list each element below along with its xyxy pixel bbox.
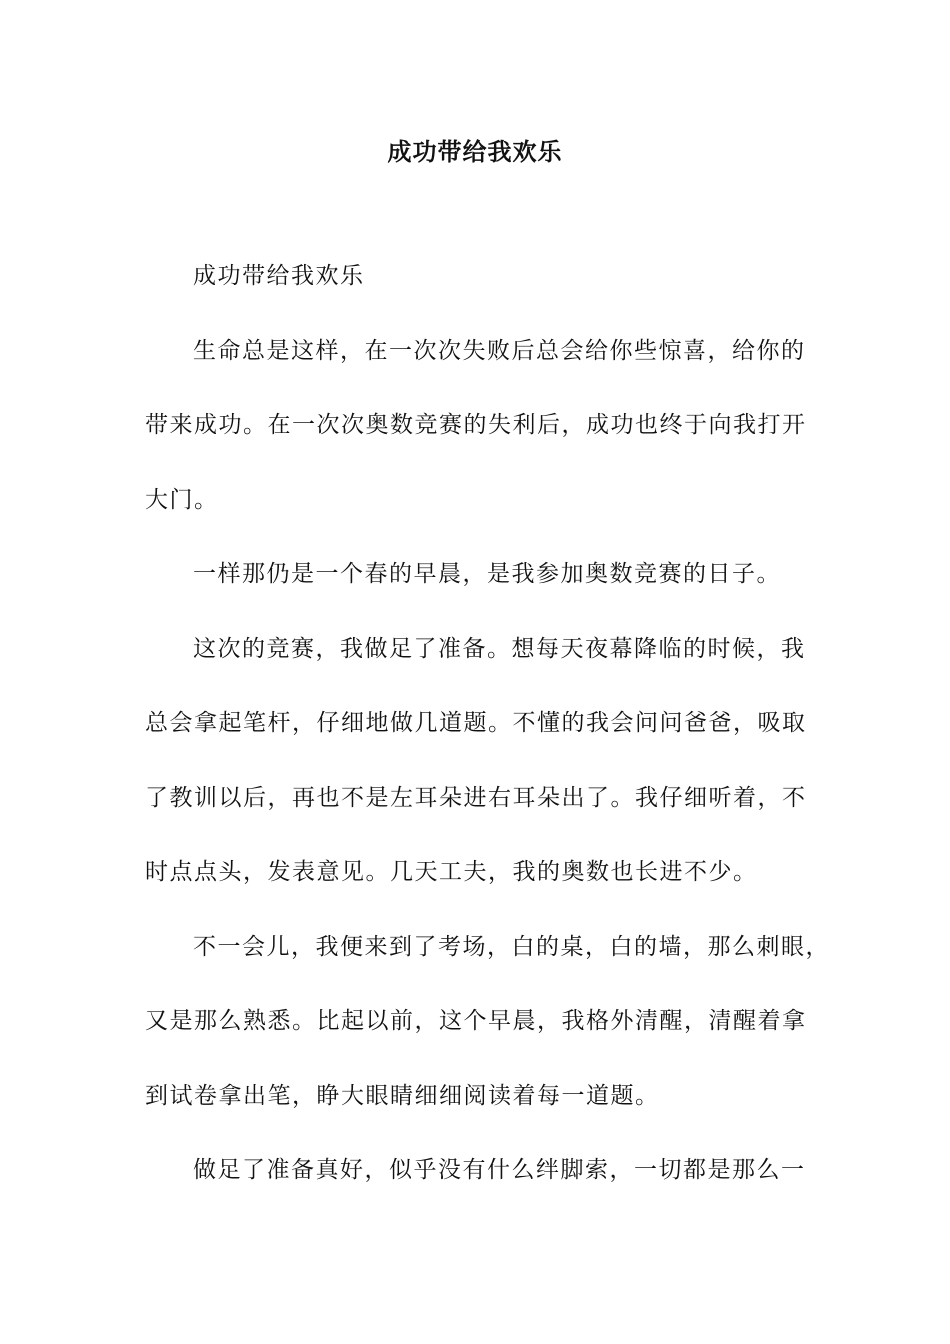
text-line: 带来成功。在一次次奥数竞赛的失利后，成功也终于向我打开 bbox=[145, 412, 807, 438]
text-line: 到试卷拿出笔，睁大眼睛细细阅读着每一道题。 bbox=[145, 1082, 660, 1109]
text-line: 又是那么熟悉。比起以前，这个早晨，我格外清醒，清醒着拿 bbox=[145, 1008, 807, 1034]
text-line: 这次的竞赛，我做足了准备。想每天夜幕降临的时候，我 bbox=[193, 635, 806, 662]
text-line: 了教训以后，再也不是左耳朵进右耳朵出了。我仔细听着，不 bbox=[145, 784, 807, 811]
text-line: 大门。 bbox=[145, 486, 219, 513]
text-line: 生命总是这样，在一次次失败后总会给你些惊喜，给你的 bbox=[193, 337, 806, 364]
text-line: 不一会儿，我便来到了考场，白的桌，白的墙，那么刺眼， bbox=[193, 933, 830, 960]
document-title: 成功带给我欢乐 bbox=[387, 137, 563, 166]
document-body bbox=[145, 254, 830, 1223]
text-line: 总会拿起笔杆，仔细地做几道题。不懂的我会问问爸爸，吸取 bbox=[145, 710, 807, 736]
text-line: 成功带给我欢乐 bbox=[193, 263, 365, 289]
text-line: 一样那仍是一个春的早晨，是我参加奥数竞赛的日子。 bbox=[193, 561, 781, 587]
text-line: 做足了准备真好，似乎没有什么绊脚索，一切都是那么一 bbox=[193, 1157, 806, 1183]
text-line: 时点点头，发表意见。几天工夫，我的奥数也长进不少。 bbox=[145, 859, 758, 885]
